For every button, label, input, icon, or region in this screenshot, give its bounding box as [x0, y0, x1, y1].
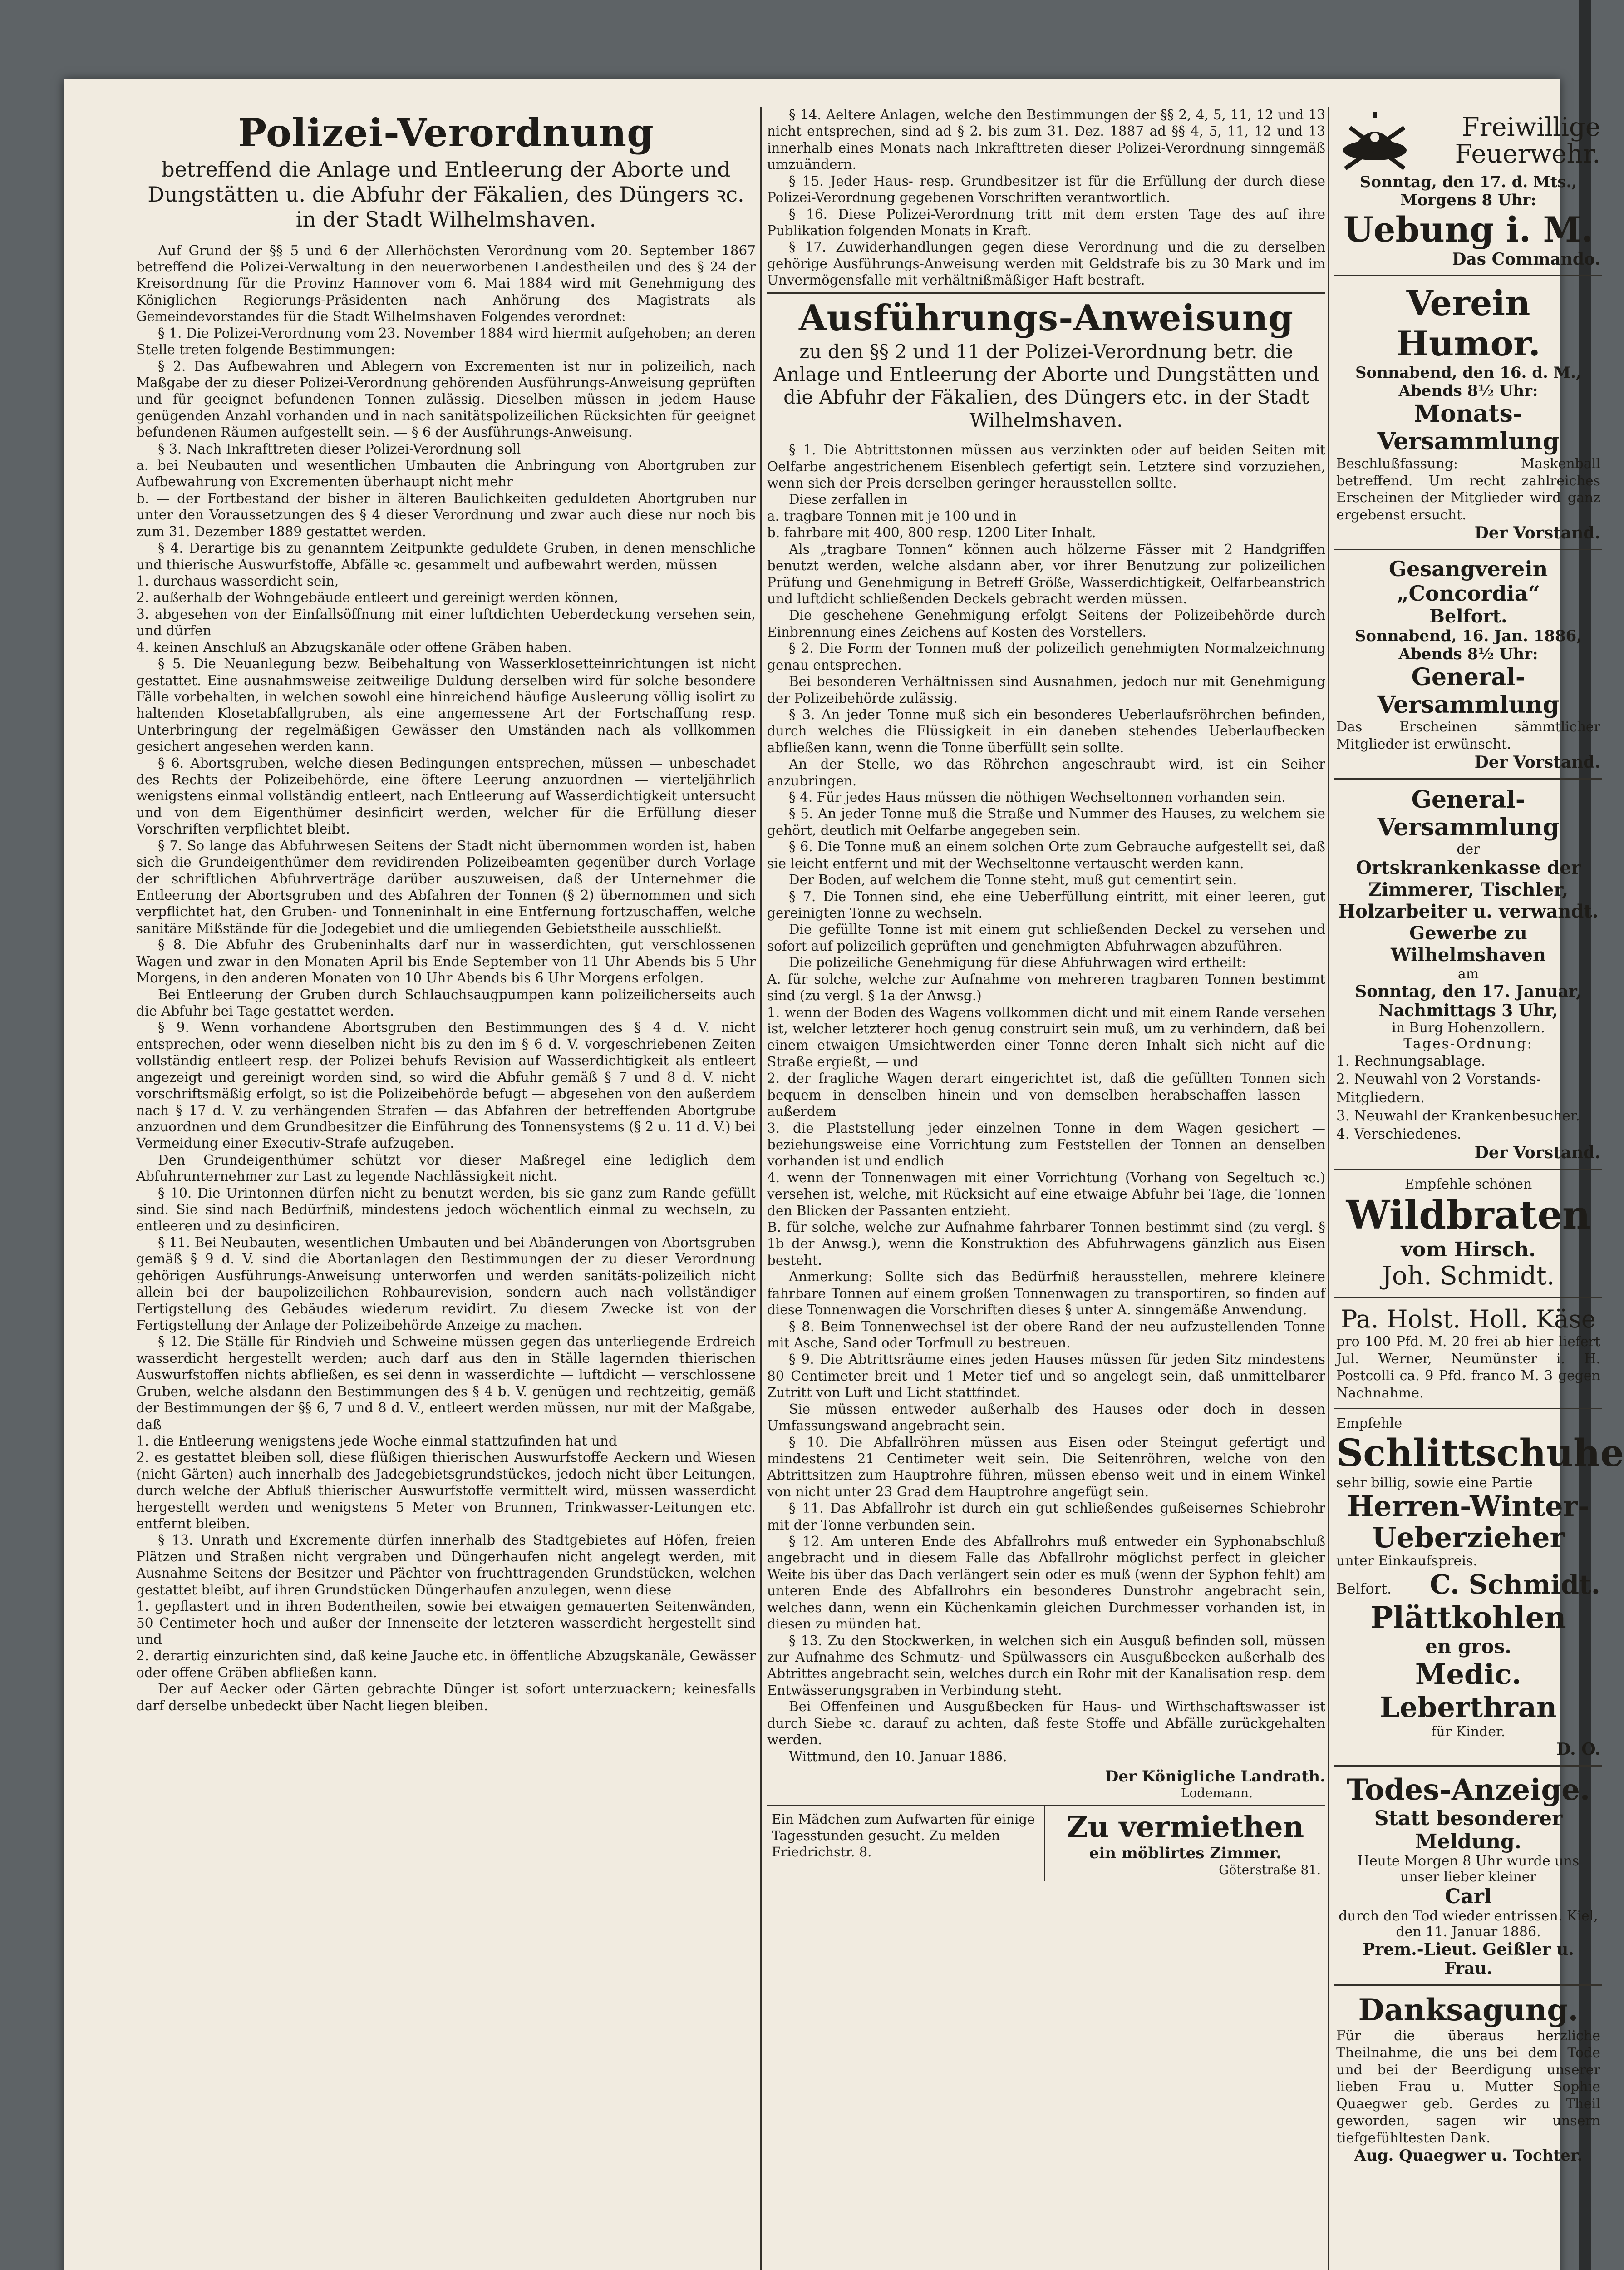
divider — [1334, 778, 1602, 780]
gv-agenda-title: Tages-Ordnung: — [1403, 1036, 1533, 1052]
paragraph: § 10. Die Abfallröhren müssen aus Eisen oder Steingut gefertigt und mindestens 21 Centimeter weit sein. Die Seitenröhren, welche von den Abtrittsitzen zum Hauptrohre führen, müssen ebenso weit und in einem Winkel von nicht unter 23 Grad dem Hauptrohre angefügt sein. — [767, 1434, 1325, 1500]
gv-agenda — [1336, 1052, 1600, 1143]
gv-title: General-Versammlung — [1377, 786, 1560, 841]
humor-text: Beschlußfassung: Maskenball betreffend. Um recht zahlreiches Erscheinen der Mitglieder wird ganz ergebenst ersucht. — [1336, 456, 1600, 523]
ta-sub: Statt besonderer Meldung. — [1374, 1806, 1563, 1853]
ordinance-continuation — [767, 107, 1325, 289]
gv-date: Sonntag, den 17. Januar, Nachmittags 3 Uhr, — [1355, 982, 1582, 1020]
paragraph: § 15. Jeder Haus- resp. Grundbesitzer ist für die Erfüllung der durch diese Polizei-Verordnung gegebenen Vorschriften verantwortlich. — [767, 173, 1325, 206]
humor-event: Monats-Versammlung — [1377, 400, 1560, 455]
paragraph: Anmerkung: Sollte sich das Bedürfniß herausstellen, mehrere kleinere fahrbare Tonnen auf einem großen Tonnenwagen zu transportiren, so finden auf diese Tonnenwagen die Vorschriften dieses § unter A. sinngemäße Anwendung. — [767, 1269, 1325, 1318]
paragraph: § 7. Die Tonnen sind, ehe eine Ueberfüllung eintritt, mit einer leeren, gut gereinigten Tonne zu wechseln. — [767, 888, 1325, 921]
paragraph: § 16. Diese Polizei-Verordnung tritt mit dem ersten Tage des auf ihre Publikation folgenden Monats in Kraft. — [767, 206, 1325, 238]
fw-date: Sonntag, den 17. d. Mts., Morgens 8 Uhr: — [1359, 173, 1577, 209]
hw-text: unter Einkaufspreis. — [1336, 1553, 1477, 1569]
ta-text1: Heute Morgen 8 Uhr wurde uns unser lieber kleiner — [1357, 1853, 1580, 1885]
column-rule-1 — [760, 107, 762, 2270]
dk-title: Danksagung. — [1358, 1992, 1579, 2028]
belfort-label: Belfort. — [1336, 1579, 1392, 1597]
ordinance-title: Polizei-Verordnung — [238, 110, 654, 155]
paragraph: 3. abgesehen von der Einfallsöffnung mit einer luftdichten Ueberdeckung versehen sein, und dürfen — [136, 606, 756, 639]
paragraph: § 4. Derartige bis zu genanntem Zeitpunkte geduldete Gruben, in denen menschliche und thierische Auswurfstoffe, Abfälle ꝛc. gesammelt und aufbewahrt werden, müssen — [136, 540, 756, 572]
concordia-event: General-Versammlung — [1377, 663, 1560, 719]
divider — [767, 292, 1325, 294]
wb-name: Joh. Schmidt. — [1382, 1261, 1555, 1291]
paragraph: § 9. Die Abtrittsräume eines jeden Hauses müssen für jeden Sitz mindestens 80 Centimeter breit und 1 Meter tief und so angelegt sein, daß unmittelbarer Zutritt von Luft und Licht stattfindet. — [767, 1352, 1325, 1401]
paragraph: § 13. Unrath und Excremente dürfen innerhalb des Stadtgebietes auf Höfen, freien Plätzen und Straßen nicht vergraben und Düngerhaufen nicht angelegt werden, mit Ausnahme Seitens der Besitzer und Pächter von fruchttragenden Grundstücken, welchen gestattet bleibt, auf ihren Grundstücken Düngerhaufen anzulegen, wenn diese — [136, 1532, 756, 1598]
paragraph: § 13. Zu den Stockwerken, in welchen sich ein Ausguß befinden soll, müssen zur Aufnahme des Schmutz- und Spülwassers ein Ausgußbecken außerhalb des Abtrittes angebracht sein, welches durch ein Rohr mit der Kanalisation resp. dem Entwässerungsgraben in Verbindung steht. — [767, 1633, 1325, 1698]
divider — [1334, 275, 1602, 276]
dk-text: Für die überaus herzliche Theilnahme, die uns bei dem Tode und bei der Beerdigung unserer lieben Frau u. Mutter Sophie Quaegwer geb. Gerdes zu Theil geworden, sagen wir unsern tiefgefühltesten Dank. — [1336, 2028, 1600, 2146]
kase-text: pro 100 Pfd. M. 20 frei ab hier liefert Jul. Werner, Neumünster i. H. Postcolli ca. 9 Pfd. franco M. 3 gegen Nachnahme. — [1336, 1334, 1600, 1401]
paragraph: § 12. Am unteren Ende des Abfallrohrs muß entweder ein Syphonabschluß angebracht und in diesem Falle das Abfallrohr möglichst perfect in gleicher Weite bis über das Dach verlängert sein oder es muß (wenn der Syphon fehlt) am unteren Ende des Abfallrohrs ein besonderes Dunstrohr angebracht sein, welches dann, wenn ein Küchenkamin gleichen Durchmesser vorhanden ist, in diesen zu münden hat. — [767, 1534, 1325, 1632]
ad-maid-wanted: Ein Mädchen zum Aufwarten für einige Tagesstunden gesucht. Zu melden Friedrichstr. 8. — [767, 1806, 1045, 1881]
column-rule-2 — [1328, 107, 1329, 2270]
column-police-ordinance — [136, 107, 756, 2270]
paragraph: § 3. Nach Inkrafttreten dieser Polizei-Verordnung soll — [158, 441, 521, 457]
paragraph: An der Stelle, wo das Röhrchen angeschraubt wird, ist ein Seiher anzubringen. — [767, 756, 1325, 789]
paragraph: Auf Grund der §§ 5 und 6 der Allerhöchsten Verordnung vom 20. September 1867 betreffend die Polizei-Verwaltung in den neuerworbenen Landestheilen und des § 24 der Kreisordnung für die Provinz Hannover vom 6. Mai 1884 wird mit Genehmigung des Königlichen Regierungs-Präsidenten nach Anhörung des Magistrats als Gemeindevorstandes für die Stadt Wilhelmshaven Folgendes verordnet: — [136, 242, 756, 325]
ta-sign: Prem.-Lieut. Geißler u. Frau. — [1363, 1939, 1574, 1978]
concordia-place: Belfort. — [1429, 606, 1507, 627]
dk-sign: Aug. Quaegwer u. Tochter. — [1354, 2147, 1583, 2165]
ordinance-body — [136, 242, 756, 1714]
hw-title: Herren-Winter-Ueberzieher — [1347, 1490, 1590, 1554]
paragraph: § 1. Die Polizei-Verordnung vom 23. November 1884 wird hiermit aufgehoben; an deren Stelle treten folgende Bestimmungen: — [136, 325, 756, 358]
wb-pre: Empfehle schönen — [1404, 1176, 1532, 1193]
paragraph: Die gefüllte Tonne ist mit einem gut schließenden Deckel zu versehen und sofort auf polizeilich geprüften und genehmigten Abfuhrwagen abzuführen. — [767, 922, 1325, 954]
paragraph: Wittmund, den 10. Januar 1886. — [789, 1748, 1007, 1764]
concordia-sign: Der Vorstand. — [1474, 753, 1600, 772]
paragraph: B. für solche, welche zur Aufnahme fahrbarer Tonnen bestimmt sind (zu vergl. § 1b der Anwsg.), wenn die Konstruktion des Abfuhrwagens gänzlich aus Eisen besteht. — [767, 1219, 1325, 1268]
divider — [1334, 1408, 1602, 1409]
sch-pre: Empfehle — [1336, 1416, 1403, 1432]
rent-title: Zu vermiethen — [1066, 1810, 1304, 1844]
paragraph: b. — der Fortbestand der bisher in älteren Baulichkeiten geduldeten Abortgruben nur unter den Voraussetzungen des § 4 dieser Verordnung und zwar auch diese nur noch bis zum 31. Dezember 1889 gestattet werden. — [136, 490, 756, 539]
paragraph: 1. durchaus wasserdicht sein, — [136, 573, 339, 589]
column-execution-instruction — [767, 107, 1325, 2270]
paragraph: 2. außerhalb der Wohngebäude entleert und gereinigt werden können, — [136, 590, 619, 606]
paragraph: b. fahrbare mit 400, 800 resp. 1200 Liter Inhalt. — [767, 525, 1096, 541]
ordinance-subtitle: betreffend die Anlage und Entleerung der Aborte und Dungstätten u. die Abfuhr der Fäkalien, des Düngers ꝛc. in der Stadt Wilhelmshaven. — [148, 157, 744, 232]
landrath-signature: Der Königliche Landrath. — [1105, 1767, 1325, 1786]
kase-title: Pa. Holst. Holl. Käse — [1341, 1305, 1596, 1334]
ta-name: Carl — [1445, 1885, 1492, 1908]
paragraph: Bei besonderen Verhältnissen sind Ausnahmen, jedoch nur mit Genehmigung der Polizeibehörde zulässig. — [767, 674, 1325, 706]
paragraph: § 2. Die Form der Tonnen muß der polizeilich genehmigten Normalzeichnung genau entsprechen. — [767, 641, 1325, 673]
paragraph: § 1. Die Abtrittstonnen müssen aus verzinkten oder auf beiden Seiten mit Oelfarbe angestrichenem Eisenblech gefertigt sein. Letztere sind vorzuziehen, wenn sich der Preis derselben geringer herausstellen sollte. — [767, 442, 1325, 491]
paragraph: Den Grundeigenthümer schützt vor dieser Maßregel eine lediglich dem Abfuhrunternehmer zur Last zu legende Nachlässigkeit nicht. — [136, 1152, 756, 1184]
ad-fire-brigade — [1334, 107, 1602, 271]
paragraph: 2. der fragliche Wagen derart eingerichtet ist, daß die gefüllten Tonnen sich bequem in denselben hinein und von demselben herabschaffen lassen — außerdem — [767, 1071, 1325, 1120]
fire-helmet-icon — [1336, 109, 1413, 173]
ad-cheese — [1334, 1302, 1602, 1404]
wb-sub: vom Hirsch. — [1401, 1238, 1536, 1262]
landrath-name: Lodemann. — [1181, 1785, 1253, 1801]
ad-thanks — [1334, 1989, 1602, 2168]
ad-general-assembly — [1334, 783, 1602, 1165]
gv-agenda-item: 1. Rechnungsablage. — [1336, 1053, 1486, 1069]
paragraph: 4. wenn der Tonnenwagen mit einer Vorrichtung (Vorhang von Segeltuch ꝛc.) versehen ist, welche, mit Rücksicht auf eine etwaige Abfuhr bei Tage, die Tonnen den Blicken der Passanten entzieht. — [767, 1170, 1325, 1219]
fw-sign: Das Commando. — [1452, 250, 1600, 269]
paragraph: § 10. Die Urintonnen dürfen nicht zu benutzt werden, bis sie ganz zum Rande gefüllt sind. Sie sind nach Bedürfniß, mindestens jedoch wöchentlich einmal zu wechseln, zu entleeren und zu desinficiren. — [136, 1185, 756, 1234]
paragraph: Diese zerfallen in — [789, 492, 908, 508]
paragraph: a. tragbare Tonnen mit je 100 und in — [767, 508, 1017, 524]
gv-organisation: Ortskrankenkasse der Zimmerer, Tischler, Holzarbeiter u. verwandt. Gewerbe zu Wilhelmshaven — [1338, 857, 1599, 966]
humor-title: Verein Humor. — [1396, 283, 1540, 364]
humor-sign: Der Vorstand. — [1474, 523, 1600, 543]
pk-title: Plättkohlen — [1370, 1599, 1566, 1635]
lt-title: Medic. Leberthran — [1379, 1657, 1557, 1724]
paragraph: § 8. Die Abfuhr des Grubeninhalts darf nur in wasserdichten, gut verschlossenen Wagen und zwar in den Monaten April bis Ende September von 11 Uhr Abends bis 5 Uhr Morgens, in den anderen Monaten von 10 Uhr Abends bis 6 Uhr Morgens erfolgen. — [136, 937, 756, 986]
paragraph: § 17. Zuwiderhandlungen gegen diese Verordnung und die zu derselben gehörige Ausführungs-Anweisung werden mit Geldstrafe bis zu 30 Mark und im Unvermögensfalle mit verhältnißmäßiger Haft bestraft. — [767, 239, 1325, 288]
paragraph: 1. die Entleerung wenigstens jede Woche einmal stattzufinden hat und — [136, 1433, 617, 1449]
paragraph: § 2. Das Aufbewahren und Ablegern von Excrementen ist nur in polizeilich, nach Maßgabe der zu dieser Polizei-Verordnung gehörenden Ausführungs-Anweisung geprüften und für geeignet befundenen Tonnen zulässig. Dieselben müssen in jedem Hause genügenden Anzahl vorhanden und in nach sanitätspolizeilichen Rücksichten für geeignet befundenen Räumen aufgestellt sein. — § 6 der Ausführungs-Anweisung. — [136, 358, 756, 440]
paragraph: § 8. Beim Tonnenwechsel ist der obere Rand der neu aufzustellenden Tonne mit Asche, Sand oder Torfmull zu bestreuen. — [767, 1318, 1325, 1351]
paragraph: 1. wenn der Boden des Wagens vollkommen dicht und mit einem Rande versehen ist, welcher letzterer hoch genug construirt sein muß, um zu verhindern, daß bei einem etwaigen Umsichtwerden einer Tonne deren Inhalt sich nicht auf die Straße ergießt, — und — [767, 1004, 1325, 1070]
concordia-text: Das Erscheinen sämmtlicher Mitglieder ist erwünscht. — [1336, 719, 1600, 752]
ad-death-notice — [1334, 1770, 1602, 1981]
humor-date: Sonnabend, den 16. d. M., Abends 8½ Uhr: — [1355, 364, 1581, 400]
gv-am: am — [1457, 966, 1479, 982]
rent-text: ein möblirtes Zimmer. — [1089, 1844, 1282, 1862]
instruction-subtitle: zu den §§ 2 und 11 der Polizei-Verordnung betr. die Anlage und Entleerung der Aborte und Dungstätten und die Abfuhr der Fäkalien, des Düngers etc. in der Stadt Wilhelmshaven. — [773, 340, 1319, 431]
paragraph: § 11. Das Abfallrohr ist durch ein gut schließendes gußeisernes Schiebrohr mit der Tonne verbunden sein. — [767, 1500, 1325, 1533]
gv-agenda-item: 4. Verschiedenes. — [1336, 1126, 1462, 1143]
column-advertisements — [1334, 107, 1624, 2270]
sch-text: sehr billig, sowie eine Partie — [1336, 1475, 1533, 1491]
bottom-ads — [767, 1805, 1325, 1881]
gv-sign: Der Vorstand. — [1474, 1143, 1600, 1163]
concordia-title: Gesangverein „Concordia“ — [1388, 557, 1548, 606]
paragraph: § 4. Für jedes Haus müssen die nöthigen Wechseltonnen vorhanden sein. — [789, 790, 1286, 805]
paragraph: 4. keinen Anschluß an Abzugskanäle oder offene Gräben haben. — [136, 639, 572, 655]
paragraph: § 3. An jeder Tonne muß sich ein besonderes Ueberlaufsröhrchen befinden, durch welches die Flüssigkeit in ein daneben stehendes Ueberlaufbecken abfließen kann, wenn die Tonne überfüllt sein sollte. — [767, 706, 1325, 755]
paragraph: § 5. An jeder Tonne muß die Straße und Nummer des Hauses, zu welchem sie gehört, deutlich mit Oelfarbe angegeben sein. — [767, 806, 1325, 838]
paragraph: a. bei Neubauten und wesentlichen Umbauten die Anbringung von Abortgruben zur Aufbewahrung von Excrementen überhaupt nicht mehr — [136, 458, 756, 490]
ad-concordia — [1334, 554, 1602, 775]
ta-text2: durch den Tod wieder entrissen. Kiel, den 11. Januar 1886. — [1339, 1908, 1598, 1940]
paragraph: 2. derartig einzurichten sind, daß keine Jauche etc. in öffentliche Abzugskanäle, Gewässer oder offene Gräben abfließen kann. — [136, 1648, 756, 1680]
lt-sub: für Kinder. — [1431, 1723, 1506, 1740]
paragraph: § 5. Die Neuanlegung bezw. Beibehaltung von Wasserklosetteinrichtungen ist nicht gestattet. Eine ausnahmsweise zeitweilige Duldung derselben wird für solche besondere Fälle vorbehalten, in welchen sowohl eine hinreichend häufige Ausleerung völlig isolirt zu haltenden Klosetabfallgruben, als eine angemessene Art der Fortschaffung resp. Unterbringung der regelmäßigen Gewässer den Umständen nach als vollkommen gesichert angesehen werden kann. — [136, 656, 756, 755]
lt-sign: D. O. — [1556, 1739, 1600, 1759]
paragraph: § 7. So lange das Abfuhrwesen Seitens der Stadt nicht übernommen worden ist, haben sich die Grundeigenthümer dem revidirenden Polizeibeamten gegenüber durch Vorlage der schriftlichen Abfuhrverträge darüber auszuweisen, daß der Unternehmer die Entleerung der Abortsgruben und des Abfahren der Tonnen (§ 2) übernommen und sich verpflichtet hat, den Gruben- und Tonneninhalt in eine Entfernung fortzuschaffen, welche sanitäre Mißstände für die Jodegebiet und die umliegenden Gebietstheile ausschließt. — [136, 838, 756, 936]
paragraph: § 6. Die Tonne muß an einem solchen Orte zum Gebrauche aufgestellt sei, daß sie leicht entfernt und mit der Wechseltonne vertauscht werden kann. — [767, 839, 1325, 871]
paragraph: 1. gepflastert und in ihren Bodentheilen, sowie bei etwaigen gemauerten Seitenwänden, 50 Centimeter hoch und außer der Innenseite der letzteren wasserdicht hergestellt sind und — [136, 1599, 756, 1647]
wb-title: Wildbraten — [1346, 1192, 1591, 1239]
instruction-title: Ausführungs-Anweisung — [799, 297, 1294, 339]
gv-place: in Burg Hohenzollern. — [1392, 1020, 1545, 1036]
cs-name: C. Schmidt. — [1430, 1569, 1600, 1600]
ad-verein-humor — [1334, 280, 1602, 545]
concordia-date: Sonnabend, 16. Jan. 1886, Abends 8½ Uhr: — [1354, 627, 1582, 663]
instruction-body — [767, 442, 1325, 1765]
divider — [1334, 1984, 1602, 1986]
ad-wildbraten — [1334, 1174, 1602, 1293]
divider — [1334, 549, 1602, 550]
fw-title: Freiwillige Feuerwehr. — [1455, 113, 1600, 169]
paragraph: § 6. Abortsgruben, welche diesen Bedingungen entsprechen, müssen — unbeschadet des Rechts der Polizeibehörde, eine öftere Leerung anzuordnen — vierteljährlich wenigstens einmal vollständig entleert, nach Entleerung auf Wasserdichtigkeit untersucht und von dem Eigenthümer desinficirt werden, welcher für die Erfüllung dieser Vorschriften verpflichtet bleibt. — [136, 755, 756, 837]
gv-der: der — [1457, 841, 1480, 857]
rent-address: Göterstraße 81. — [1219, 1862, 1321, 1877]
pk-sub: en gros. — [1425, 1635, 1511, 1658]
ad-skates — [1334, 1413, 1624, 1761]
divider — [1334, 1297, 1602, 1298]
paragraph: 2. es gestattet bleiben soll, diese flüßigen thierischen Auswurfstoffe Aeckern und Wiesen (nicht Gärten) auch innerhalb des Jadegebietsgrundstückes, jedoch nicht über Leitungen, durch welche der Abfluß thierischer Auswurfstoffe vermittelt wird, müssen wasserdicht hergestellt werden und wenigstens 5 Meter von Brunnen, Trinkwasser-Leitungen etc. entfernt bleiben. — [136, 1450, 756, 1532]
ad-room-for-rent — [1045, 1806, 1325, 1881]
paragraph: § 12. Die Ställe für Rindvieh und Schweine müssen gegen das unterliegende Erdreich wasserdicht hergestellt werden; auch darf aus den in Ställe lagernden thierischen Auswurfstoffen nichts abfließen, es sei denn in wasserdichte — luftdicht — verschlossene Gruben, welche alsdann den Bestimmungen des § 4 b. V. genügen und rechtzeitig, gemäß der Bestimmungen der §§ 6, 7 und 8 d. V., entleert werden müssen, nur mit der Maßgabe, daß — [136, 1334, 756, 1432]
divider — [1334, 1169, 1602, 1170]
newspaper-page — [64, 79, 1624, 2270]
paragraph: Sie müssen entweder außerhalb des Hauses oder doch in dessen Umfassungswand angebracht sein. — [767, 1401, 1325, 1434]
paragraph: Bei Entleerung der Gruben durch Schlauchsaugpumpen kann polizeilicherseits auch die Abfuhr bei Tage gestattet werden. — [136, 987, 756, 1019]
gv-agenda-item: 2. Neuwahl von 2 Vorstands-Mitgliedern. — [1336, 1071, 1541, 1106]
divider — [1334, 1765, 1602, 1767]
paragraph: § 14. Aeltere Anlagen, welche den Bestimmungen der §§ 2, 4, 5, 11, 12 und 13 nicht entsprechen, sind ad § 2. bis zum 31. Dez. 1887 ad §§ 4, 5, 11, 12 und 13 innerhalb eines Monats nach Inkrafttreten dieser Polizei-Verordnung sinngemäß umzuändern. — [767, 107, 1325, 173]
ta-title: Todes-Anzeige. — [1346, 1772, 1590, 1807]
fw-event: Uebung i. M. — [1343, 209, 1594, 250]
sch-title: Schlittschuhe — [1336, 1431, 1624, 1476]
gv-agenda-item: 3. Neuwahl der Krankenbesucher. — [1336, 1107, 1580, 1124]
paragraph: Der auf Aecker oder Gärten gebrachte Dünger ist sofort unterzuackern; keinesfalls darf derselbe unbedeckt über Nacht liegen bleiben. — [136, 1681, 756, 1713]
paragraph: 3. die Plaststellung jeder einzelnen Tonne in dem Wagen gesichert — beziehungsweise eine Vorrichtung zum Feststellen der Tonnen an denselben vorhanden ist und endlich — [767, 1120, 1325, 1169]
paragraph: § 9. Wenn vorhandene Abortsgruben den Bestimmungen des § 4 d. V. nicht entsprechen, oder wenn dieselben nicht bis zu den im § 6 d. V. vorgeschriebenen Zeiten vollständig entleert resp. der Polizei behufs Revision auf Wasserdichtigkeit als entleert angezeigt und gereinigt worden sind, so wird die Abfuhr gemäß § 7 und 8 d. V. nicht vorschriftsmäßig erfolgt, so ist die Polizeibehörde befugt — abgesehen von den außerdem nach § 17 d. V. zu verhängenden Strafen — das Abfahren der betreffenden Abortgrube anzuordnen und dem Grundbesitzer die Einführung des Tonnensystems (§ 2 u. 11 d. V.) bei Vermeidung einer Executiv-Strafe aufzugeben. — [136, 1020, 756, 1151]
paragraph: § 11. Bei Neubauten, wesentlichen Umbauten und bei Abänderungen von Abortsgruben gemäß § 9 d. V. sind die Abortanlagen den Bestimmungen der zu dieser Verordnung gehörigen Ausführungs-Anweisung unterworfen und werden sanitäts-polizeilich nicht allein bei der baupolizeilichen Rohbaurevision, sondern auch nach vollständiger Fertigstellung des Gebäudes wiederum revidirt. Zu diesem Zwecke ist von der Fertigstellung der Anlage der Polizeibehörde Anzeige zu machen. — [136, 1234, 756, 1333]
paragraph: Die polizeiliche Genehmigung für diese Abfuhrwagen wird ertheilt: — [789, 955, 1246, 971]
paragraph: Als „tragbare Tonnen“ können auch hölzerne Fässer mit 2 Handgriffen benutzt werden, welche alsdann aber, vor ihrer Benutzung zur polizeilichen Prüfung und Genehmigung in Betreff Größe, Wasserdichtigkeit, Oelfarbeanstrich und luftdicht schließenden Deckels gebracht werden müssen. — [767, 541, 1325, 607]
paragraph: A. für solche, welche zur Aufnahme von mehreren tragbaren Tonnen bestimmt sind (zu vergl. § 1a der Anwsg.) — [767, 971, 1325, 1004]
paragraph: Bei Offenfeinen und Ausgußbecken für Haus- und Wirthschaftswasser ist durch Siebe ꝛc. darauf zu achten, daß feste Stoffe und Abfälle zurückgehalten werden. — [767, 1699, 1325, 1748]
paragraph: Die geschehene Genehmigung erfolgt Seitens der Polizeibehörde durch Einbrennung eines Zeichens auf Kosten des Vorstellers. — [767, 607, 1325, 640]
paragraph: Der Boden, auf welchem die Tonne steht, muß gut cementirt sein. — [789, 872, 1237, 888]
